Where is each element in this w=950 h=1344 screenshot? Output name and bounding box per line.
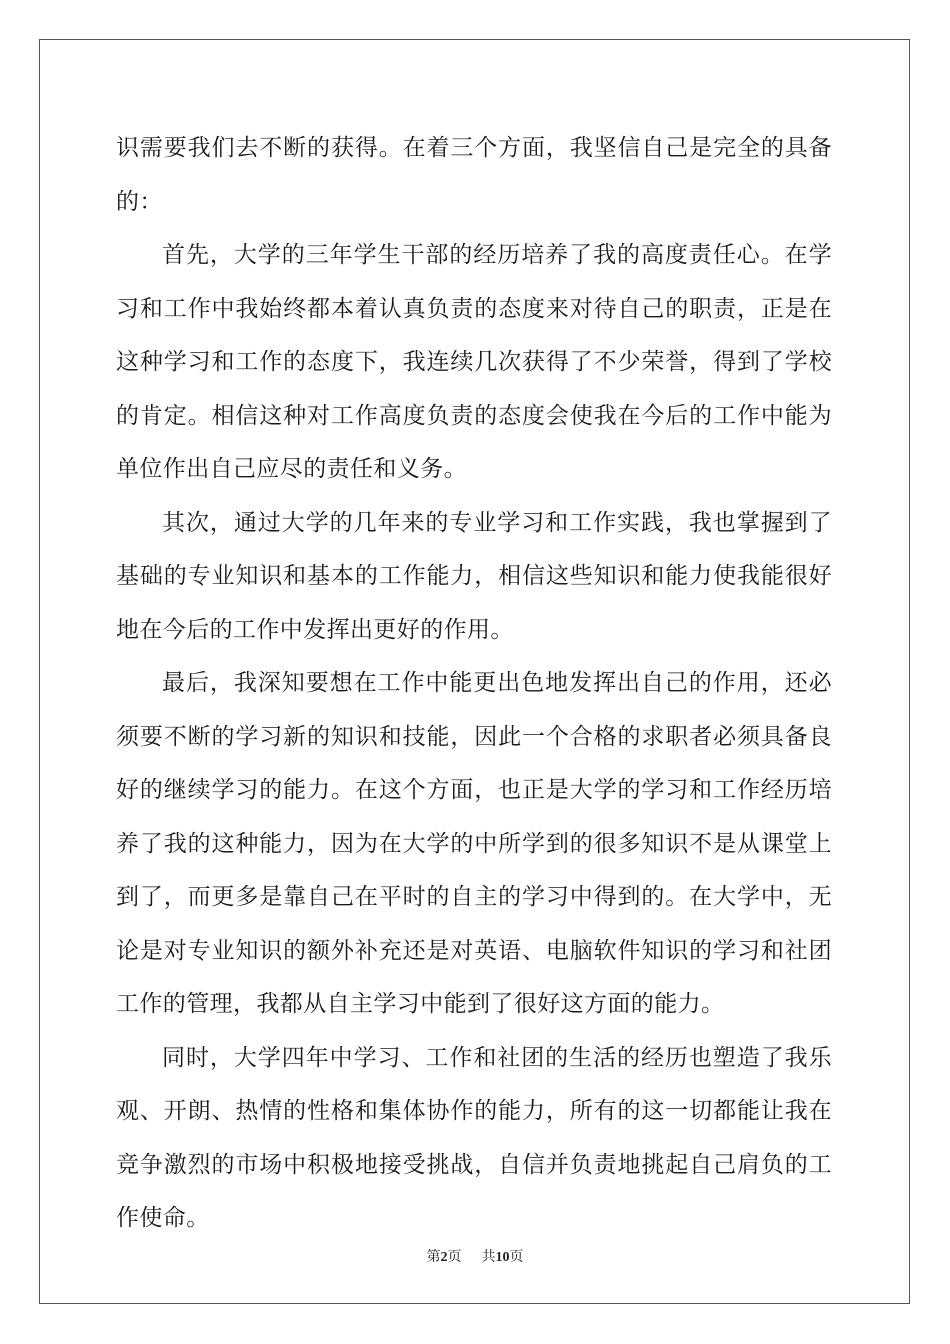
page-prefix: 第 — [426, 1250, 441, 1265]
total-pages-indicator — [482, 1246, 524, 1266]
paragraph-3: 其次，通过大学的几年来的专业学习和工作实践，我也掌握到了基础的专业知识和基本的工作能力，相信这些知识和能力使我能很好地在今后的工作中发挥出更好的作用。 — [116, 509, 832, 643]
page-footer — [0, 1246, 950, 1266]
total-prefix: 共 — [481, 1250, 496, 1265]
page-suffix: 页 — [447, 1250, 462, 1265]
page-indicator — [427, 1246, 462, 1266]
total-suffix: 页 — [509, 1250, 524, 1265]
paragraph-1: 识需要我们去不断的获得。在着三个方面，我坚信自己是完全的具备的： — [116, 135, 832, 215]
paragraph-4: 最后，我深知要想在工作中能更出色地发挥出自己的作用，还必须要不断的学习新的知识和技能，因此一个合格的求职者必须具备良好的继续学习的能力。在这个方面，也正是大学的学习和工作经历培养了我的这种能力，因为在大学的中所学到的很多知识不是从课堂上到了，而更多是靠自己在平时的自主的学习中得到的。在大学中，无论是对专业知识的额外补充还是对英语、电脑软件知识的学习和社团工作的管理，我都从自主学习中能到了很好这方面的能力。 — [116, 670, 832, 1017]
document-body — [116, 122, 832, 1246]
paragraph-5: 同时，大学四年中学习、工作和社团的生活的经历也塑造了我乐观、开朗、热情的性格和集体协作的能力，所有的这一切都能让我在竞争激烈的市场中积极地接受挑战，自信并负责地挑起自己肩负的工作使命。 — [116, 1044, 832, 1231]
paragraph-2: 首先，大学的三年学生干部的经历培养了我的高度责任心。在学习和工作中我始终都本着认真负责的态度来对待自己的职责，正是在这种学习和工作的态度下，我连续几次获得了不少荣誉，得到了学校的肯定。相信这种对工作高度负责的态度会使我在今后的工作中能为单位作出自己应尽的责任和义务。 — [116, 242, 832, 482]
page-number: 2 — [440, 1250, 448, 1265]
total-pages: 10 — [495, 1250, 510, 1265]
